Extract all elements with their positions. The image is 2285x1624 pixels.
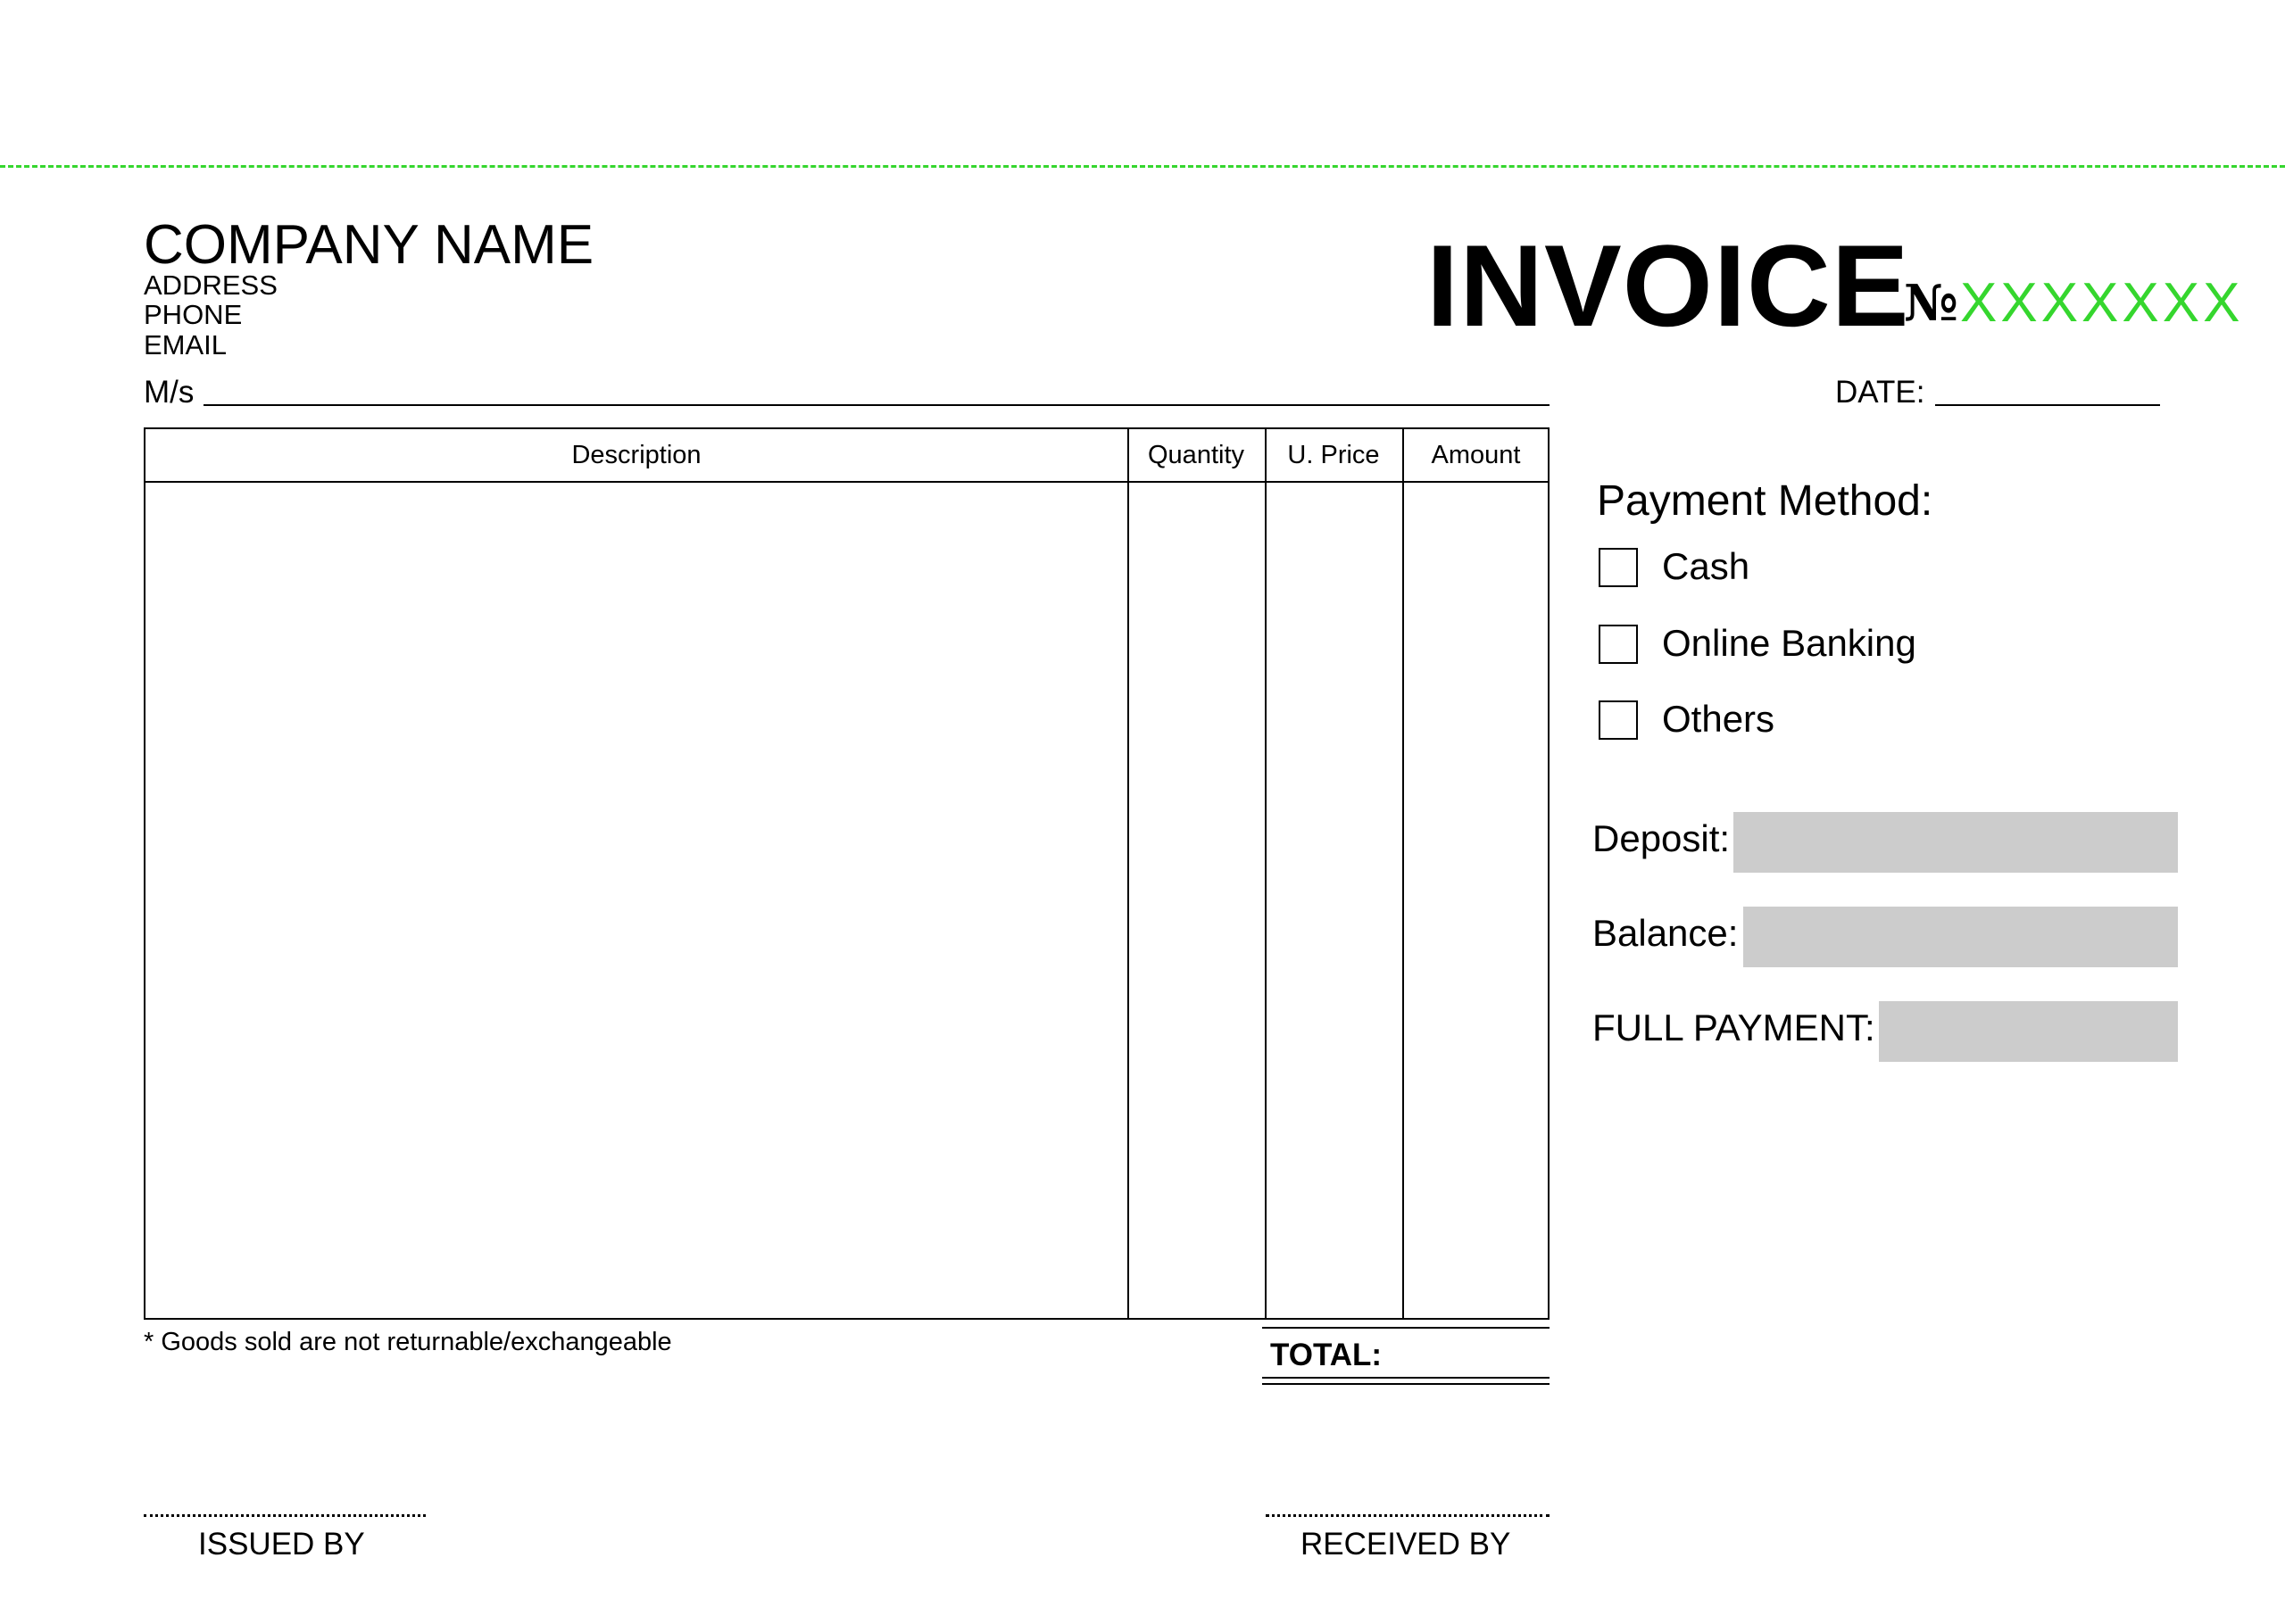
received-by-label: RECEIVED BY (1300, 1527, 1511, 1562)
issued-by-label: ISSUED BY (198, 1527, 365, 1562)
online-banking-checkbox[interactable] (1599, 625, 1638, 664)
customer-label: M/s (144, 375, 195, 410)
others-label: Others (1662, 698, 1775, 740)
items-table (144, 427, 1550, 1320)
others-checkbox[interactable] (1599, 700, 1638, 740)
company-email: EMAIL (144, 329, 228, 360)
deposit-label: Deposit: (1592, 817, 1731, 859)
header-quantity: Quantity (1148, 441, 1244, 469)
header-description: Description (571, 441, 702, 469)
company-address: ADDRESS (144, 269, 278, 301)
issued-by-signature-line[interactable] (144, 1514, 426, 1517)
online-banking-label: Online Banking (1662, 622, 1916, 664)
date-label: DATE: (1835, 375, 1925, 410)
column-divider (1127, 429, 1129, 1318)
cash-label: Cash (1662, 545, 1750, 587)
customer-field[interactable] (204, 404, 1550, 406)
received-by-signature-line[interactable] (1266, 1514, 1550, 1517)
total-bottom-rule (1262, 1377, 1550, 1379)
header-unit-price: U. Price (1287, 441, 1380, 469)
total-bottom-rule (1262, 1383, 1550, 1385)
deposit-field[interactable] (1733, 812, 2178, 873)
balance-label: Balance: (1592, 912, 1739, 954)
column-divider (1265, 429, 1267, 1318)
header-amount: Amount (1431, 441, 1521, 469)
balance-field[interactable] (1743, 907, 2178, 967)
full-payment-label: FULL PAYMENT: (1592, 1007, 1875, 1048)
total-top-rule (1262, 1327, 1550, 1329)
invoice-number: XXXXXXX (1960, 272, 2244, 334)
date-field[interactable] (1935, 404, 2160, 406)
full-payment-field[interactable] (1879, 1001, 2178, 1062)
cash-checkbox[interactable] (1599, 548, 1638, 587)
column-divider (1402, 429, 1404, 1318)
company-phone: PHONE (144, 299, 243, 330)
table-header-divider (145, 481, 1548, 483)
invoice-title: INVOICE (1426, 220, 1910, 351)
payment-method-title: Payment Method: (1597, 477, 1933, 525)
perforation-line (0, 165, 2285, 168)
company-name: COMPANY NAME (144, 214, 594, 276)
return-policy-note: * Goods sold are not returnable/exchangeable (144, 1328, 672, 1356)
total-label: TOTAL: (1270, 1338, 1383, 1372)
invoice-number-symbol: № (1904, 274, 1958, 333)
